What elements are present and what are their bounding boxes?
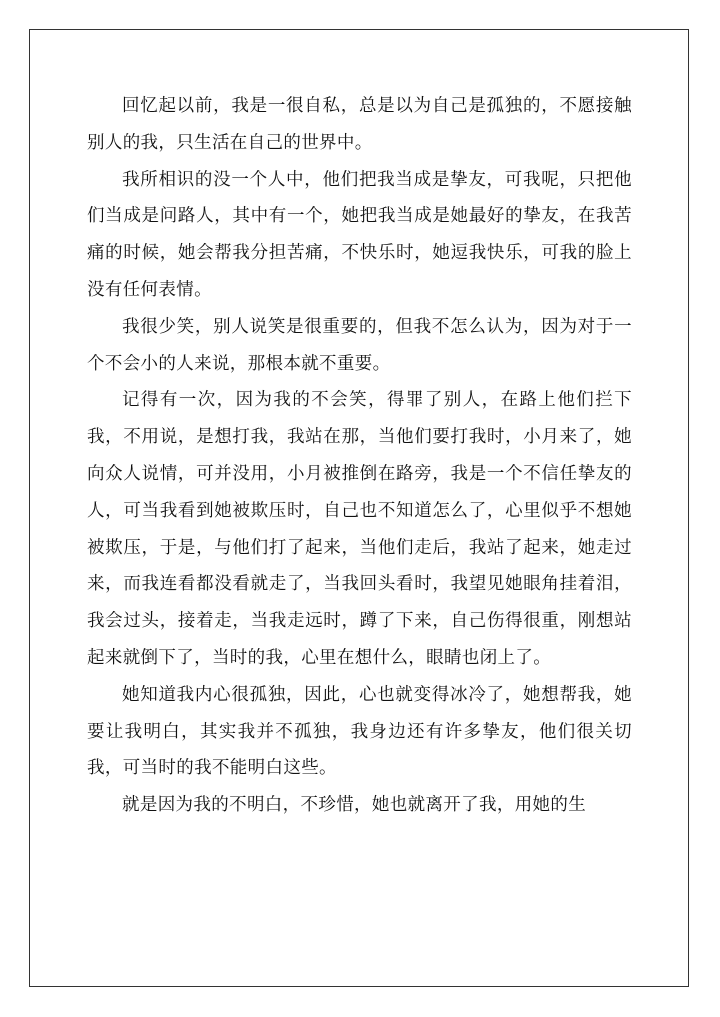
document-body [87, 88, 632, 824]
paragraph: 她知道我内心很孤独，因此，心也就变得冰冷了，她想帮我，她要让我明白，其实我并不孤独，我身边还有许多挚友，他们很关切我，可当时的我不能明白这些。 [87, 684, 632, 779]
paragraph: 我所相识的没一个人中，他们把我当成是挚友，可我呢，只把他们当成是问路人，其中有一个，她把我当成是她最好的挚友，在我苦痛的时候，她会帮我分担苦痛，不快乐时，她逗我快乐，可我的脸上没有任何表情。 [87, 169, 632, 300]
paragraph: 我很少笑，别人说笑是很重要的，但我不怎么认为，因为对于一个不会小的人来说，那根本就不重要。 [87, 316, 632, 374]
paragraph: 回忆起以前，我是一很自私，总是以为自己是孤独的，不愿接触别人的我，只生活在自己的世界中。 [87, 96, 632, 153]
paragraph: 记得有一次，因为我的不会笑，得罪了别人，在路上他们拦下我，不用说，是想打我，我站在那，当他们要打我时，小月来了，她向众人说情，可并没用，小月被推倒在路旁，我是一个不信任挚友的人，可当我看到她被欺压时，自己也不知道怎么了，心里似乎不想她被欺压，于是，与他们打了起来，当他们走后，我站了起来，她走过来，而我连看都没看就走了，当我回头看时，我望见她眼角挂着泪，我会过头，接着走，当我走远时，蹲了下来，自己伤得很重，刚想站起来就倒下了，当时的我，心里在想什么，眼睛也闭上了。 [87, 390, 632, 668]
paragraph: 就是因为我的不明白，不珍惜，她也就离开了我，用她的生 [122, 795, 587, 816]
